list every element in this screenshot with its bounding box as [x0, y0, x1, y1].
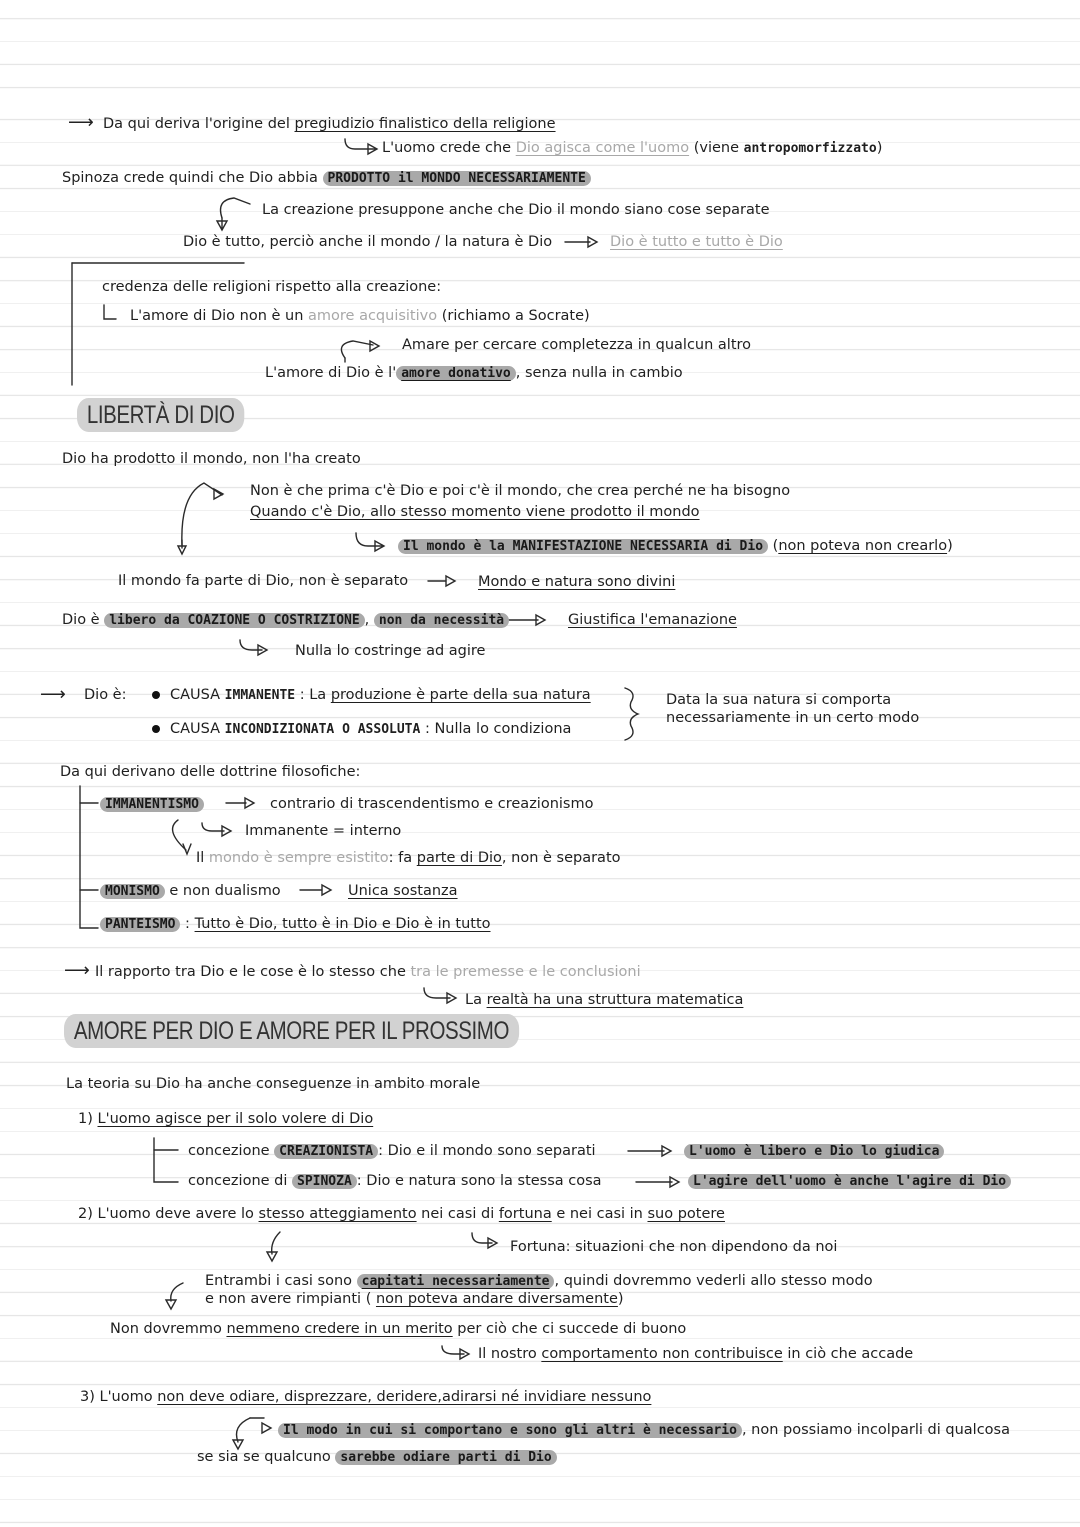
bullet-line: CAUSA INCONDIZIONATA O ASSOLUTA : Nulla lo condiziona: [152, 720, 571, 739]
text-line: 3) L'uomo non deve odiare, disprezzare, deridere,adirarsi né invidiare nessuno: [80, 1389, 652, 1405]
text-line: L'amore di Dio non è un amore acquisitivo (richiamo a Socrate): [130, 308, 590, 324]
text-line: La realtà ha una struttura matematica: [465, 992, 744, 1008]
text-line: L'amore di Dio è l' amore donativo , senza nulla in cambio: [265, 365, 683, 381]
text-line: Quando c'è Dio, allo stesso momento viene prodotto il mondo: [250, 504, 700, 520]
text-line: se sia se qualcuno sarebbe odiare parti di Dio: [197, 1448, 557, 1467]
text-line: necessariamente in un certo modo: [666, 710, 920, 726]
text-line: Dio è tutto e tutto è Dio: [610, 234, 783, 250]
text-line: Da qui derivano delle dottrine filosofiche:: [60, 764, 361, 780]
text-line: Il rapporto tra Dio e le cose è lo stesso che tra le premesse e le conclusioni: [95, 964, 641, 980]
text-line: e non avere rimpianti ( non poteva andare diversamente): [205, 1291, 624, 1307]
text-line: Il mondo fa parte di Dio, non è separato: [118, 573, 409, 589]
text-line: La teoria su Dio ha anche conseguenze in ambito morale: [66, 1076, 481, 1092]
text-line: Il mondo è sempre esistito: fa parte di Dio, non è separato: [196, 850, 621, 866]
text-line: L'uomo è libero e Dio lo giudica: [684, 1142, 944, 1161]
text-line: L'uomo crede che Dio agisca come l'uomo (viene antropomorfizzato): [382, 140, 883, 156]
text-line: concezione di SPINOZA : Dio e natura sono la stessa cosa: [188, 1173, 602, 1189]
text-line: Giustifica l'emanazione: [568, 612, 737, 628]
text-line: 1) L'uomo agisce per il solo volere di Dio: [78, 1111, 374, 1127]
right-arrow-icon: ⟶: [40, 684, 66, 705]
section-title: AMORE PER DIO E AMORE PER IL PROSSIMO: [64, 1014, 519, 1048]
text-line: credenza delle religioni rispetto alla creazione:: [102, 279, 442, 295]
bullet-dot-icon: [152, 691, 160, 699]
text-line: Dio ha prodotto il mondo, non l'ha creato: [62, 451, 361, 467]
text-line: Dio è tutto, perciò anche il mondo / la natura è Dio: [183, 234, 553, 250]
text-line: Immanente = interno: [245, 823, 402, 839]
text-line: concezione CREAZIONISTA : Dio e il mondo sono separati: [188, 1143, 596, 1159]
right-arrow-icon: ⟶: [64, 960, 90, 981]
text-line: L'agire dell'uomo è anche l'agire di Dio: [688, 1172, 1011, 1191]
text-line: Spinoza crede quindi che Dio abbia PRODOTTO il MONDO NECESSARIAMENTE: [62, 169, 591, 188]
section-title: LIBERTÀ DI DIO: [77, 398, 244, 432]
text-line: 2) L'uomo deve avere lo stesso atteggiamento nei casi di fortuna e nei casi in suo potere: [78, 1206, 725, 1222]
text-line: Dio è libero da COAZIONE O COSTRIZIONE , non da necessità: [62, 611, 509, 630]
bullet-dot-icon: [152, 725, 160, 733]
text-line: Entrambi i casi sono capitati necessariamente , quindi dovremmo vederli allo stesso modo: [205, 1273, 873, 1289]
text-line: Il mondo è la MANIFESTAZIONE NECESSARIA di Dio (non poteva non crearlo): [398, 537, 953, 556]
text-line: Mondo e natura sono divini: [478, 574, 676, 590]
bullet-line: CAUSA IMMANENTE : La produzione è parte della sua natura: [152, 686, 591, 705]
text-line: Non dovremmo nemmeno credere in un merito per ciò che ci succede di buono: [110, 1321, 687, 1337]
text-line: Unica sostanza: [348, 883, 458, 899]
text-line: PANTEISMO : Tutto è Dio, tutto è in Dio e Dio è in tutto: [100, 915, 491, 934]
text-line: Il nostro comportamento non contribuisce in ciò che accade: [478, 1346, 914, 1362]
right-arrow-icon: ⟶: [68, 112, 94, 133]
text-line: Dio è:: [84, 687, 127, 703]
text-line: Non è che prima c'è Dio e poi c'è il mondo, che crea perché ne ha bisogno: [250, 483, 791, 499]
text-line: La creazione presuppone anche che Dio il mondo siano cose separate: [262, 202, 770, 218]
text-line: Nulla lo costringe ad agire: [295, 643, 486, 659]
text-line: Data la sua natura si comporta: [666, 692, 892, 708]
text-line: Amare per cercare completezza in qualcun altro: [402, 337, 752, 353]
text-line: Fortuna: situazioni che non dipendono da noi: [510, 1239, 838, 1255]
text-line: Da qui deriva l'origine del pregiudizio finalistico della religione: [103, 116, 556, 132]
text-line: Il modo in cui si comportano e sono gli altri è necessario , non possiamo incolparli di qualcosa: [278, 1421, 1010, 1440]
text-line: MONISMO e non dualismo: [100, 882, 281, 901]
text-line: contrario di trascendentismo e creazionismo: [270, 796, 594, 812]
text-line: IMMANENTISMO: [100, 795, 204, 814]
